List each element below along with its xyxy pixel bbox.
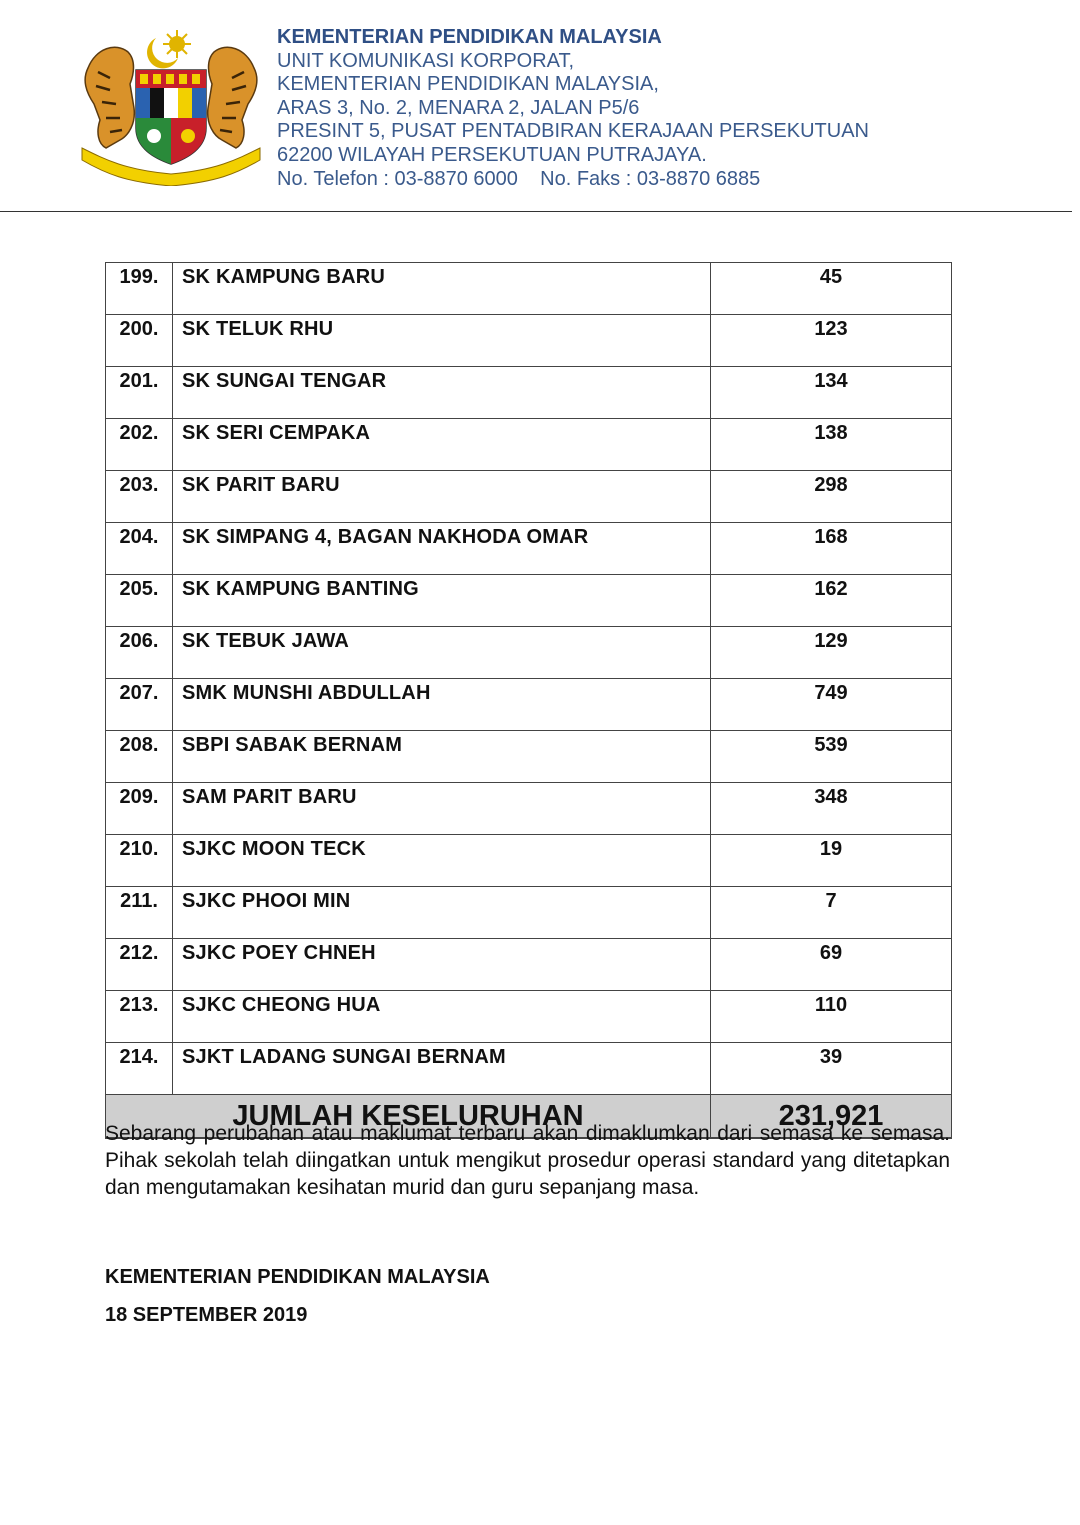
table-row	[106, 367, 952, 419]
table-row	[106, 731, 952, 783]
row-number: 211.	[106, 887, 173, 939]
school-name: SK SIMPANG 4, BAGAN NAKHODA OMAR	[173, 523, 711, 575]
row-number: 210.	[106, 835, 173, 887]
student-count: 39	[711, 1043, 952, 1095]
school-name: SBPI SABAK BERNAM	[173, 731, 711, 783]
header-divider	[0, 211, 1072, 212]
notice-paragraph: Sebarang perubahan atau maklumat terbaru akan dimaklumkan dari semasa ke semasa. Pihak sekolah telah diingatkan untuk mengikut prosedur operasi standard yang ditetapkan dan mengutamakan kesihatan murid dan guru sepanjang masa.	[105, 1122, 950, 1199]
student-count: 138	[711, 419, 952, 471]
row-number: 203.	[106, 471, 173, 523]
school-name: SJKT LADANG SUNGAI BERNAM	[173, 1043, 711, 1095]
student-count: 348	[711, 783, 952, 835]
school-table	[105, 262, 952, 1139]
student-count: 298	[711, 471, 952, 523]
letterhead-org-name: KEMENTERIAN PENDIDIKAN MALAYSIA	[277, 26, 662, 48]
student-count: 162	[711, 575, 952, 627]
school-name: SJKC PHOOI MIN	[173, 887, 711, 939]
school-name: SJKC POEY CHNEH	[173, 939, 711, 991]
student-count: 7	[711, 887, 952, 939]
school-name: SJKC CHEONG HUA	[173, 991, 711, 1043]
student-count: 134	[711, 367, 952, 419]
table-row	[106, 315, 952, 367]
row-number: 208.	[106, 731, 173, 783]
row-number: 205.	[106, 575, 173, 627]
table-row	[106, 471, 952, 523]
student-count: 123	[711, 315, 952, 367]
table-row	[106, 627, 952, 679]
school-name: SJKC MOON TECK	[173, 835, 711, 887]
letterhead-address-line: UNIT KOMUNIKASI KORPORAT,	[277, 49, 575, 72]
signature-date: 18 SEPTEMBER 2019	[105, 1304, 308, 1326]
school-name: SK PARIT BARU	[173, 471, 711, 523]
letterhead-address-block	[277, 26, 1057, 191]
table-row	[106, 263, 952, 315]
letterhead-address-line: PRESINT 5, PUSAT PENTADBIRAN KERAJAAN PERSEKUTUAN	[277, 120, 869, 143]
letterhead-address-line: 62200 WILAYAH PERSEKUTUAN PUTRAJAYA.	[277, 143, 707, 166]
row-number: 200.	[106, 315, 173, 367]
row-number: 207.	[106, 679, 173, 731]
signature-org: KEMENTERIAN PENDIDIKAN MALAYSIA	[105, 1266, 490, 1288]
student-count: 69	[711, 939, 952, 991]
table-row	[106, 887, 952, 939]
table-row	[106, 939, 952, 991]
school-name: SK TEBUK JAWA	[173, 627, 711, 679]
student-count: 110	[711, 991, 952, 1043]
table-row	[106, 1043, 952, 1095]
school-name: SK KAMPUNG BANTING	[173, 575, 711, 627]
row-number: 204.	[106, 523, 173, 575]
table-row	[106, 783, 952, 835]
row-number: 206.	[106, 627, 173, 679]
row-number: 202.	[106, 419, 173, 471]
row-number: 214.	[106, 1043, 173, 1095]
row-number: 199.	[106, 263, 173, 315]
school-name: SK SUNGAI TENGAR	[173, 367, 711, 419]
school-table-body	[106, 263, 952, 1095]
student-count: 129	[711, 627, 952, 679]
table-row	[106, 679, 952, 731]
malaysia-coat-of-arms-icon	[76, 28, 266, 186]
row-number: 201.	[106, 367, 173, 419]
school-name: SMK MUNSHI ABDULLAH	[173, 679, 711, 731]
total-label: JUMLAH KESELURUHAN	[106, 1095, 711, 1139]
student-count: 45	[711, 263, 952, 315]
letterhead-contact-line: No. Telefon : 03-8870 6000 No. Faks : 03-8870 6885	[277, 167, 761, 190]
letterhead-address-line: KEMENTERIAN PENDIDIKAN MALAYSIA,	[277, 73, 659, 96]
row-number: 213.	[106, 991, 173, 1043]
row-number: 212.	[106, 939, 173, 991]
school-name: SK SERI CEMPAKA	[173, 419, 711, 471]
table-row	[106, 835, 952, 887]
table-row	[106, 575, 952, 627]
table-row	[106, 991, 952, 1043]
student-count: 168	[711, 523, 952, 575]
student-count: 539	[711, 731, 952, 783]
school-name: SK TELUK RHU	[173, 315, 711, 367]
table-row	[106, 419, 952, 471]
row-number: 209.	[106, 783, 173, 835]
school-name: SAM PARIT BARU	[173, 783, 711, 835]
table-row	[106, 523, 952, 575]
school-name: SK KAMPUNG BARU	[173, 263, 711, 315]
letterhead	[0, 0, 1080, 220]
total-value: 231,921	[711, 1095, 952, 1139]
student-count: 749	[711, 679, 952, 731]
letterhead-address-line: ARAS 3, No. 2, MENARA 2, JALAN P5/6	[277, 96, 640, 119]
student-count: 19	[711, 835, 952, 887]
